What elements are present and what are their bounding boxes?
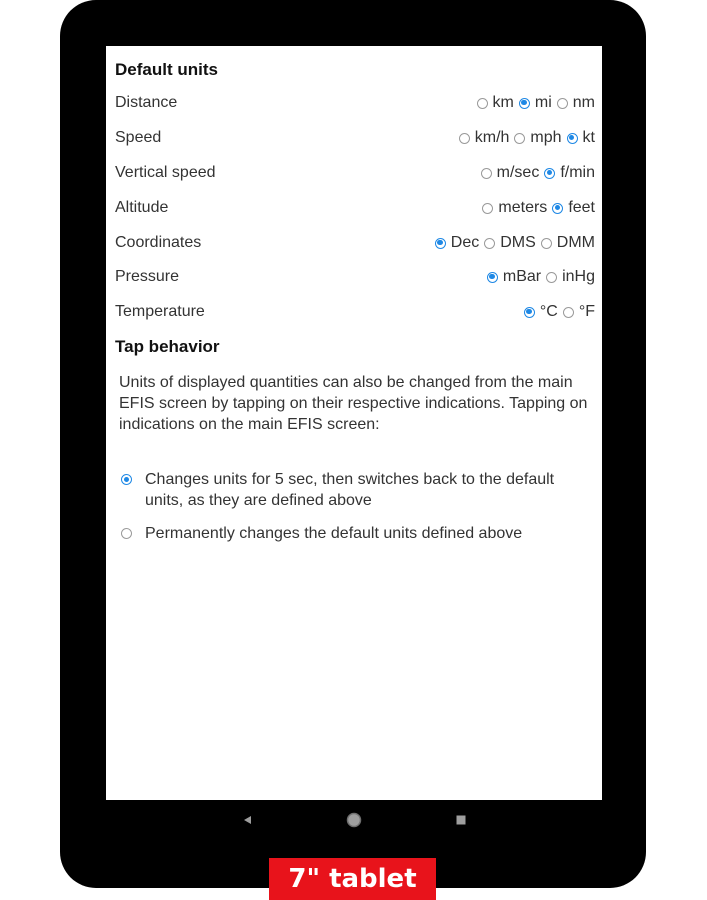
tap-option-label: Changes units for 5 sec, then switches back to the default units, as they are defined above: [145, 471, 555, 509]
radio-label: nm: [572, 94, 595, 111]
radio-option-dms[interactable]: [484, 234, 536, 252]
radio-option-nm[interactable]: [557, 94, 595, 112]
radio-option-inhg[interactable]: [546, 268, 595, 286]
recents-icon[interactable]: [451, 810, 471, 830]
radio-checked-icon: [524, 307, 535, 318]
radio-option-kmh[interactable]: [459, 129, 510, 147]
radio-label: meters: [498, 199, 548, 216]
radio-label: DMM: [556, 234, 595, 251]
radio-group-pressure: [482, 266, 595, 288]
setting-label: Temperature: [115, 303, 205, 320]
radio-option-fahrenheit[interactable]: [563, 303, 595, 321]
radio-checked-icon: [567, 133, 578, 144]
section-title-tap-behavior: Tap behavior: [115, 337, 220, 356]
navigation-bar: [106, 800, 602, 840]
radio-option-dec[interactable]: [435, 234, 479, 252]
radio-label: feet: [568, 199, 595, 216]
setting-row-coordinates: [115, 232, 595, 254]
radio-group-coordinates: [430, 232, 595, 254]
radio-icon: [546, 272, 557, 283]
radio-checked-icon: [544, 168, 555, 179]
setting-row-pressure: [115, 266, 595, 288]
setting-label: Distance: [115, 94, 178, 111]
setting-row-distance: [115, 92, 595, 114]
radio-option-mph[interactable]: [514, 129, 561, 147]
radio-label: °F: [578, 303, 595, 320]
radio-option-f-min[interactable]: [544, 164, 595, 182]
radio-icon: [459, 133, 470, 144]
radio-group-speed: [454, 127, 595, 149]
radio-icon: [514, 133, 525, 144]
radio-label: km/h: [474, 129, 510, 146]
device-label-banner: 7" tablet: [269, 858, 436, 900]
radio-option-meters[interactable]: [482, 199, 547, 217]
radio-checked-icon: [552, 203, 563, 214]
radio-icon: [541, 238, 552, 249]
radio-checked-icon: [121, 474, 132, 485]
tap-option-temporary[interactable]: [121, 469, 591, 511]
radio-checked-icon: [435, 238, 446, 249]
radio-icon: [557, 98, 568, 109]
radio-option-mbar[interactable]: [487, 268, 541, 286]
radio-label: mi: [534, 94, 552, 111]
radio-icon: [563, 307, 574, 318]
radio-label: DMS: [500, 234, 536, 251]
setting-label: Pressure: [115, 268, 180, 285]
radio-option-m-sec[interactable]: [481, 164, 540, 182]
radio-label: mph: [530, 129, 562, 146]
radio-label: km: [492, 94, 514, 111]
radio-option-feet[interactable]: [552, 199, 595, 217]
section-title-default-units: Default units: [115, 60, 218, 79]
radio-label: mBar: [502, 268, 542, 285]
tap-option-label: Permanently changes the default units defined above: [145, 525, 523, 542]
radio-group-distance: [472, 92, 595, 114]
radio-label: Dec: [450, 234, 480, 251]
radio-label: kt: [582, 129, 595, 146]
radio-icon: [477, 98, 488, 109]
radio-option-celsius[interactable]: [524, 303, 558, 321]
setting-label: Coordinates: [115, 234, 202, 251]
radio-option-kt[interactable]: [567, 129, 595, 147]
setting-row-vertical-speed: [115, 162, 595, 184]
home-icon[interactable]: [344, 810, 364, 830]
setting-row-temperature: [115, 301, 595, 323]
radio-checked-icon: [487, 272, 498, 283]
radio-icon: [481, 168, 492, 179]
radio-icon: [484, 238, 495, 249]
radio-option-mi[interactable]: [519, 94, 552, 112]
radio-label: inHg: [562, 268, 595, 285]
setting-row-speed: [115, 127, 595, 149]
screen: [106, 46, 602, 800]
radio-group-temperature: [519, 301, 595, 323]
radio-group-vertical-speed: [476, 162, 595, 184]
radio-icon: [121, 528, 132, 539]
radio-label: f/min: [560, 164, 595, 181]
tap-behavior-description: Units of displayed quantities can also be changed from the main EFIS screen by tapping on their respective indications. Tapping on indications on the main EFIS screen:: [119, 374, 588, 433]
radio-group-altitude: [477, 197, 595, 219]
radio-option-dmm[interactable]: [541, 234, 595, 252]
setting-label: Vertical speed: [115, 164, 216, 181]
radio-label: m/sec: [496, 164, 540, 181]
radio-option-km[interactable]: [477, 94, 514, 112]
radio-label: °C: [539, 303, 558, 320]
setting-label: Speed: [115, 129, 162, 146]
tap-option-permanent[interactable]: [121, 523, 591, 544]
setting-row-altitude: [115, 197, 595, 219]
setting-label: Altitude: [115, 199, 169, 216]
radio-checked-icon: [519, 98, 530, 109]
radio-icon: [482, 203, 493, 214]
back-icon[interactable]: [238, 810, 258, 830]
